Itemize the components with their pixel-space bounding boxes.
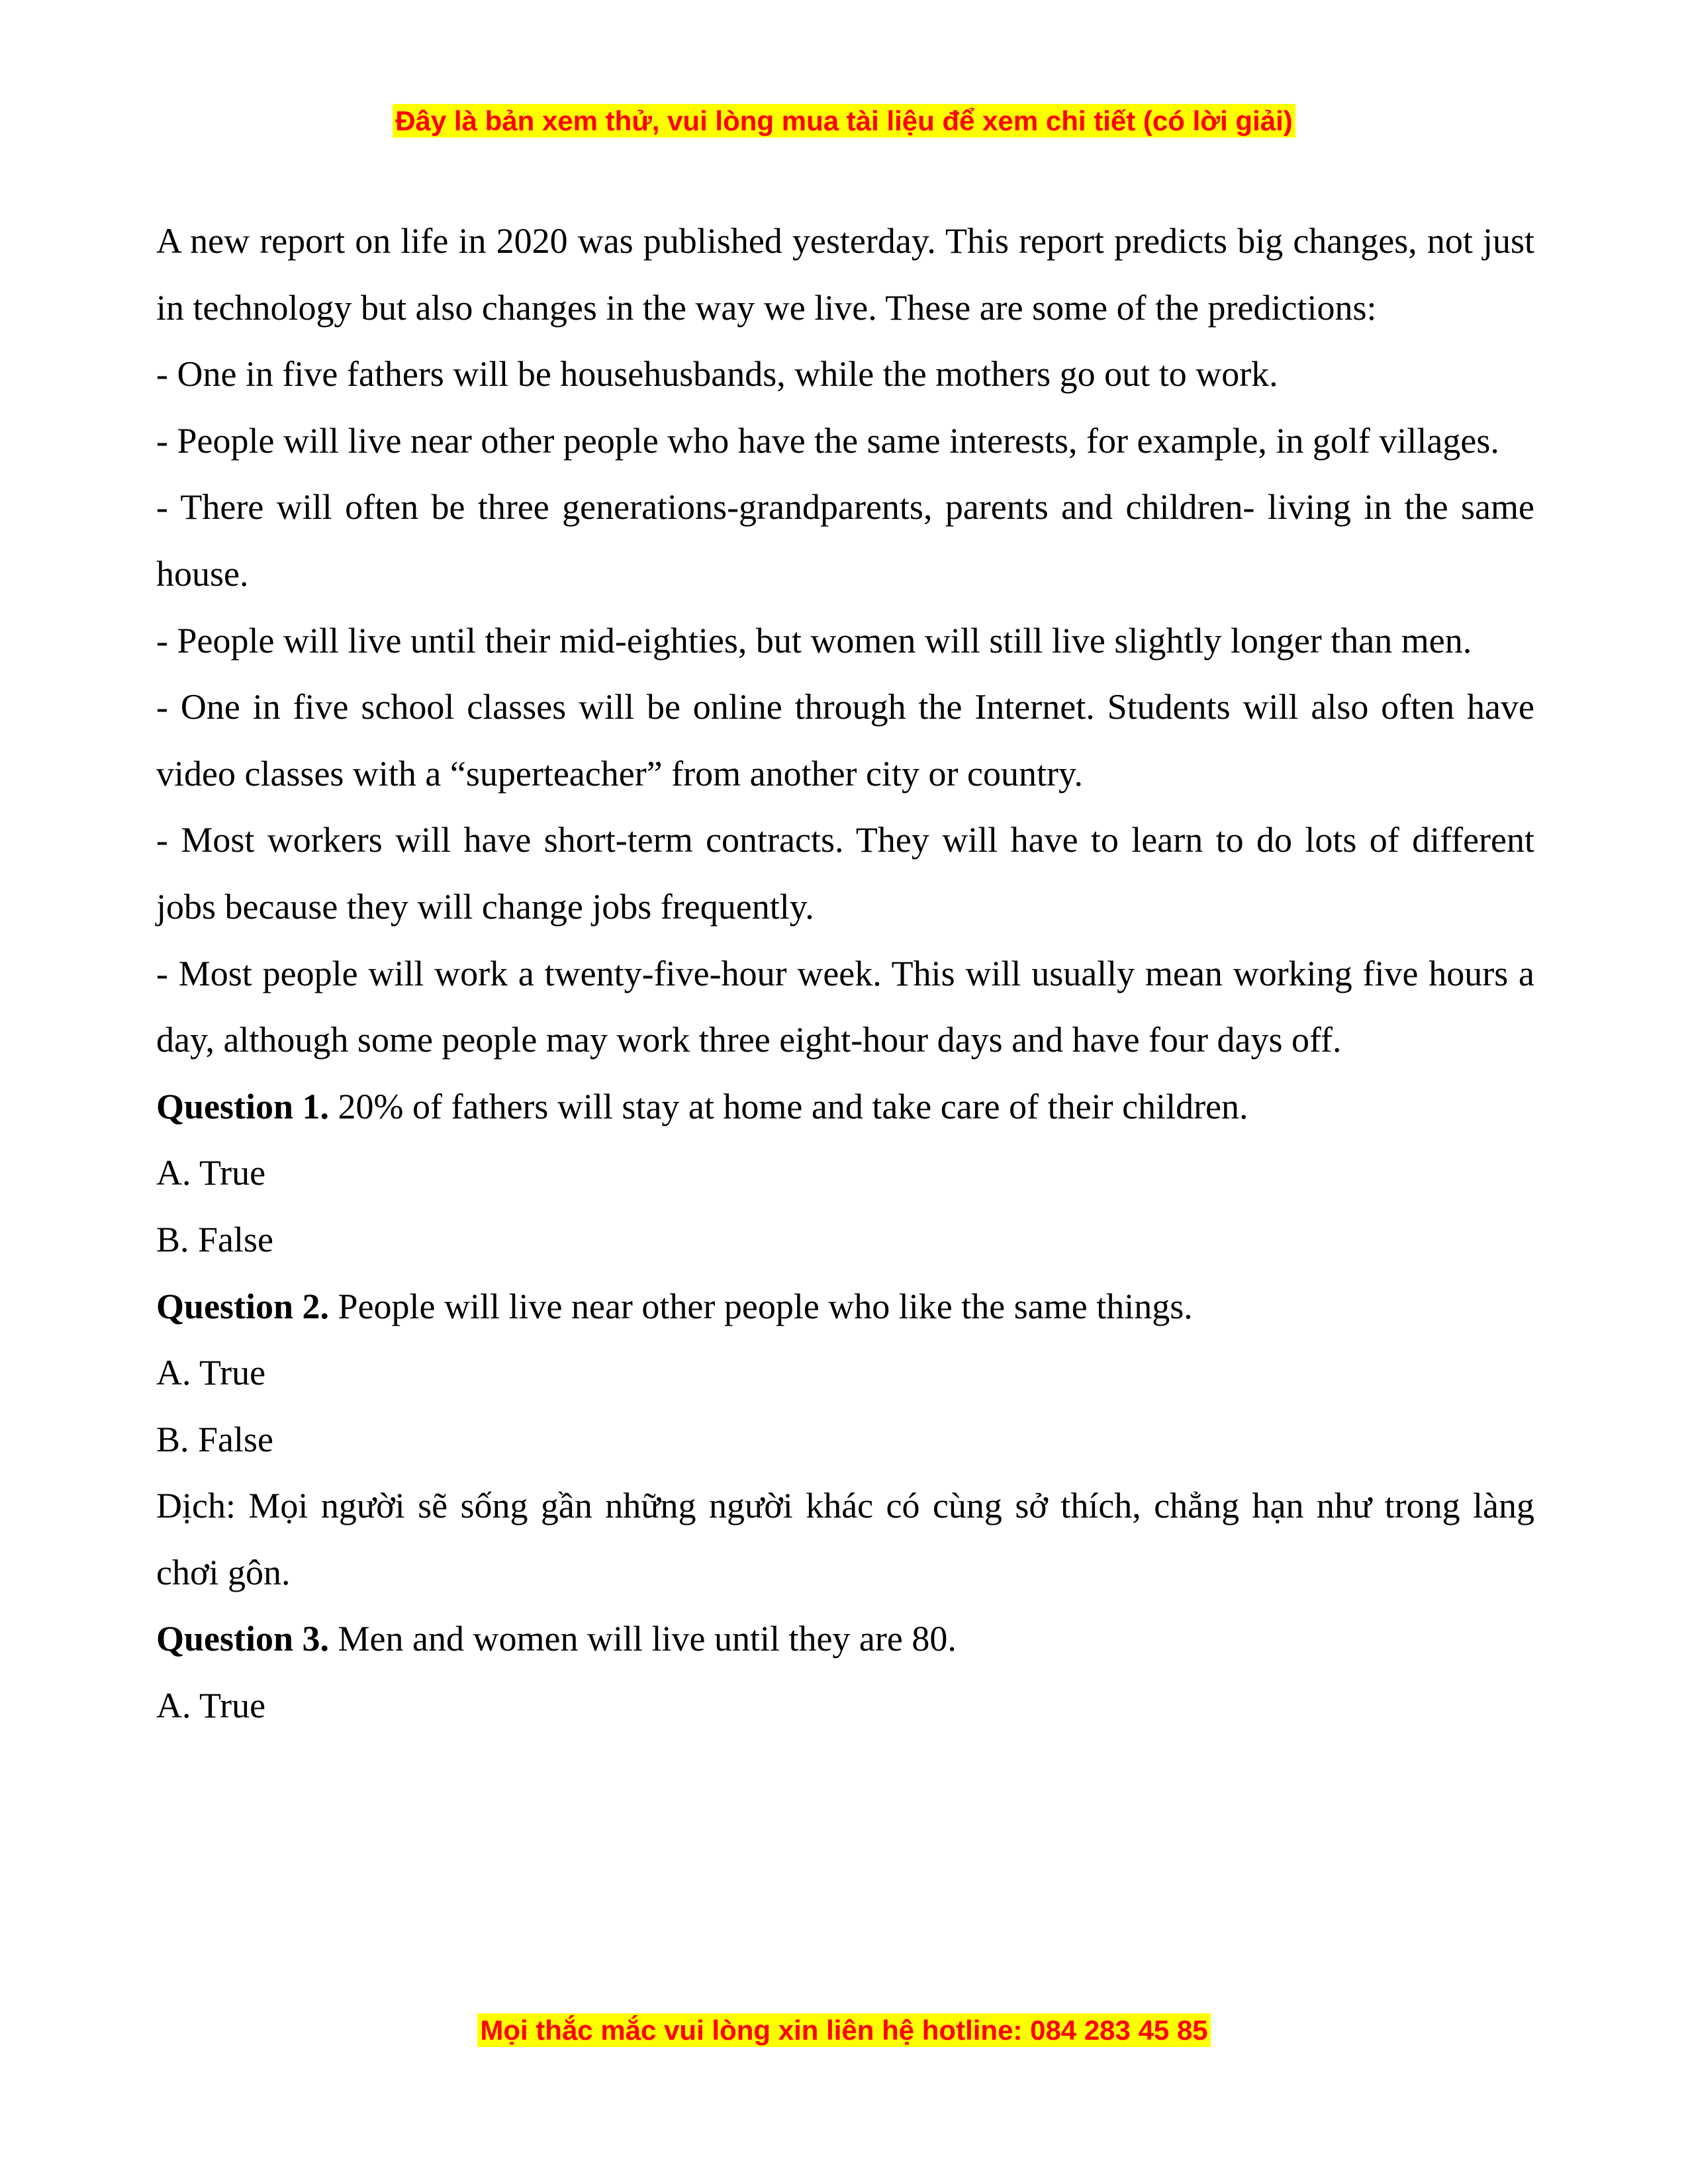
question-2: [156, 1273, 1534, 1340]
preview-notice-text: Đây là bản xem thử, vui lòng mua tài liệu để xem chi tiết (có lời giải): [393, 104, 1295, 138]
question-2-label: Question 2.: [156, 1286, 330, 1326]
document-body: [156, 208, 1534, 1739]
passage-prediction-5: - One in five school classes will be online through the Internet. Students will also often have video classes with a “superteacher” from another city or country.: [156, 687, 1534, 794]
passage-prediction-1: - One in five fathers will be househusbands, while the mothers go out to work.: [156, 354, 1278, 394]
question-1-option-a: A. True: [156, 1153, 266, 1193]
passage-intro: A new report on life in 2020 was published yesterday. This report predicts big changes, not just in technology but also changes in the way we live. These are some of the predictions:: [156, 221, 1534, 328]
question-2-option-a: A. True: [156, 1353, 266, 1393]
question-2-option-b: B. False: [156, 1419, 274, 1459]
question-1: [156, 1073, 1534, 1140]
passage-prediction-4: - People will live until their mid-eighties, but women will still live slightly longer than men.: [156, 620, 1472, 660]
question-3-option-a: A. True: [156, 1686, 266, 1726]
question-2-text: People will live near other people who like the same things.: [329, 1286, 1193, 1326]
hotline-notice-banner: [0, 2011, 1688, 2050]
question-1-label: Question 1.: [156, 1086, 330, 1126]
question-3-text: Men and women will live until they are 80.: [329, 1619, 957, 1659]
question-3: [156, 1606, 1534, 1672]
question-1-text: 20% of fathers will stay at home and take care of their children.: [329, 1086, 1248, 1126]
passage-prediction-7: - Most people will work a twenty-five-hour week. This will usually mean working five hours a day, although some people may work three eight-hour days and have four days off.: [156, 953, 1534, 1060]
hotline-notice-text: Mọi thắc mắc vui lòng xin liên hệ hotline: 084 283 45 85: [477, 2013, 1210, 2047]
passage-prediction-2: - People will live near other people who have the same interests, for example, in golf villages.: [156, 420, 1499, 461]
question-1-option-b: B. False: [156, 1219, 274, 1259]
passage-prediction-3: - There will often be three generations-grandparents, parents and children- living in the same house.: [156, 487, 1534, 594]
question-3-label: Question 3.: [156, 1619, 330, 1659]
question-2-translation: Dịch: Mọi người sẽ sống gần những người khác có cùng sở thích, chẳng hạn như trong làng chơi gôn.: [156, 1486, 1534, 1592]
passage-prediction-6: - Most workers will have short-term contracts. They will have to learn to do lots of different jobs because they will change jobs frequently.: [156, 820, 1534, 927]
preview-notice-banner: [0, 102, 1688, 140]
